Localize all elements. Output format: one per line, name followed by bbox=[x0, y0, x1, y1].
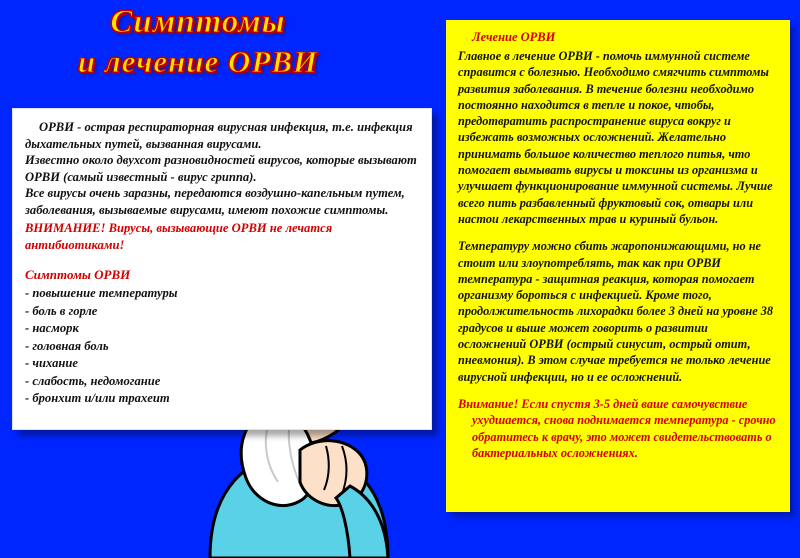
intro-paragraph-3 bbox=[25, 185, 419, 218]
list-item: - бронхит и/или трахеит bbox=[25, 391, 170, 405]
intro-text-3: Все вирусы очень заразны, передаются воздушно-капельным путем, заболевания, вызываемые вирусами, имеют похожие симптомы. bbox=[25, 186, 405, 217]
title-line-1: Симптомы bbox=[110, 4, 286, 40]
intro-paragraph-2 bbox=[25, 152, 419, 185]
list-item: - боль в горле bbox=[25, 303, 98, 318]
page-title bbox=[18, 2, 378, 82]
symptoms-heading: Симптомы ОРВИ bbox=[25, 267, 131, 282]
list-item: - повышение температуры bbox=[25, 286, 178, 300]
intro-paragraph-1 bbox=[25, 119, 419, 152]
treatment-panel-right bbox=[446, 20, 790, 512]
treatment-paragraph-2: Температуру можно сбить жаропонижающими, но не стоит или злоупотреблять, так как при ОРВИ температура - защитная реакция, которая помогает организму бороться с инфекцией. Кроме того, продолжительность лихорадки более 3 дней на уровне 38 градусов и выше может говорить о развитии осложнений ОРВИ (острый синусит, острый отит, пневмония). В этом случае требуется не только лечение вирусной инфекции, но и ее осложнений. bbox=[458, 239, 774, 384]
treatment-paragraph-1: Главное в лечение ОРВИ - помочь иммунной системе справится с болезнью. Необходимо смягчить симптомы развития заболевания. В течение болезни необходимо постоянно находится в тепле и покое, чтобы, предотвратить распространение вируса вокруг и избежать возможных осложнений. Желательно принимать большое количество теплого питья, что помогает вымывать вирусы и токсины из организма и улучшает функционирование иммунной системы. Лучше всего пить разбавленный фруктовый сок, отвары или настои лекарственных трав и куриный бульон. bbox=[458, 49, 773, 226]
title-line-2: и лечение ОРВИ bbox=[77, 44, 319, 79]
treatment-heading: Лечение ОРВИ bbox=[472, 30, 556, 44]
intro-text-1: ОРВИ - острая респираторная вирусная инфекция, т.е. инфекция дыхательных путей, вызванная вирусами. bbox=[25, 120, 413, 151]
list-item: - чихание bbox=[25, 356, 78, 370]
list-item: - слабость, недомогание bbox=[25, 373, 161, 388]
antibiotics-warning: ВНИМАНИЕ! Вирусы, вызывающие ОРВИ не лечатся антибиотиками! bbox=[25, 221, 333, 252]
list-item: - насморк bbox=[25, 321, 79, 335]
list-item: - головная боль bbox=[25, 338, 109, 353]
info-panel-left bbox=[12, 108, 432, 430]
intro-text-2: Известно около двухсот разновидностей вирусов, которые вызывают ОРВИ (самый известный - вирус гриппа). bbox=[25, 153, 417, 184]
symptoms-list bbox=[25, 285, 419, 408]
treatment-final-warning: Внимание! Если спустя 3-5 дней ваше самочувствие ухудшается, снова поднимается температура - срочно обратитесь к врачу, это может свидетельствовать о бактериальных осложнениях. bbox=[458, 396, 776, 460]
